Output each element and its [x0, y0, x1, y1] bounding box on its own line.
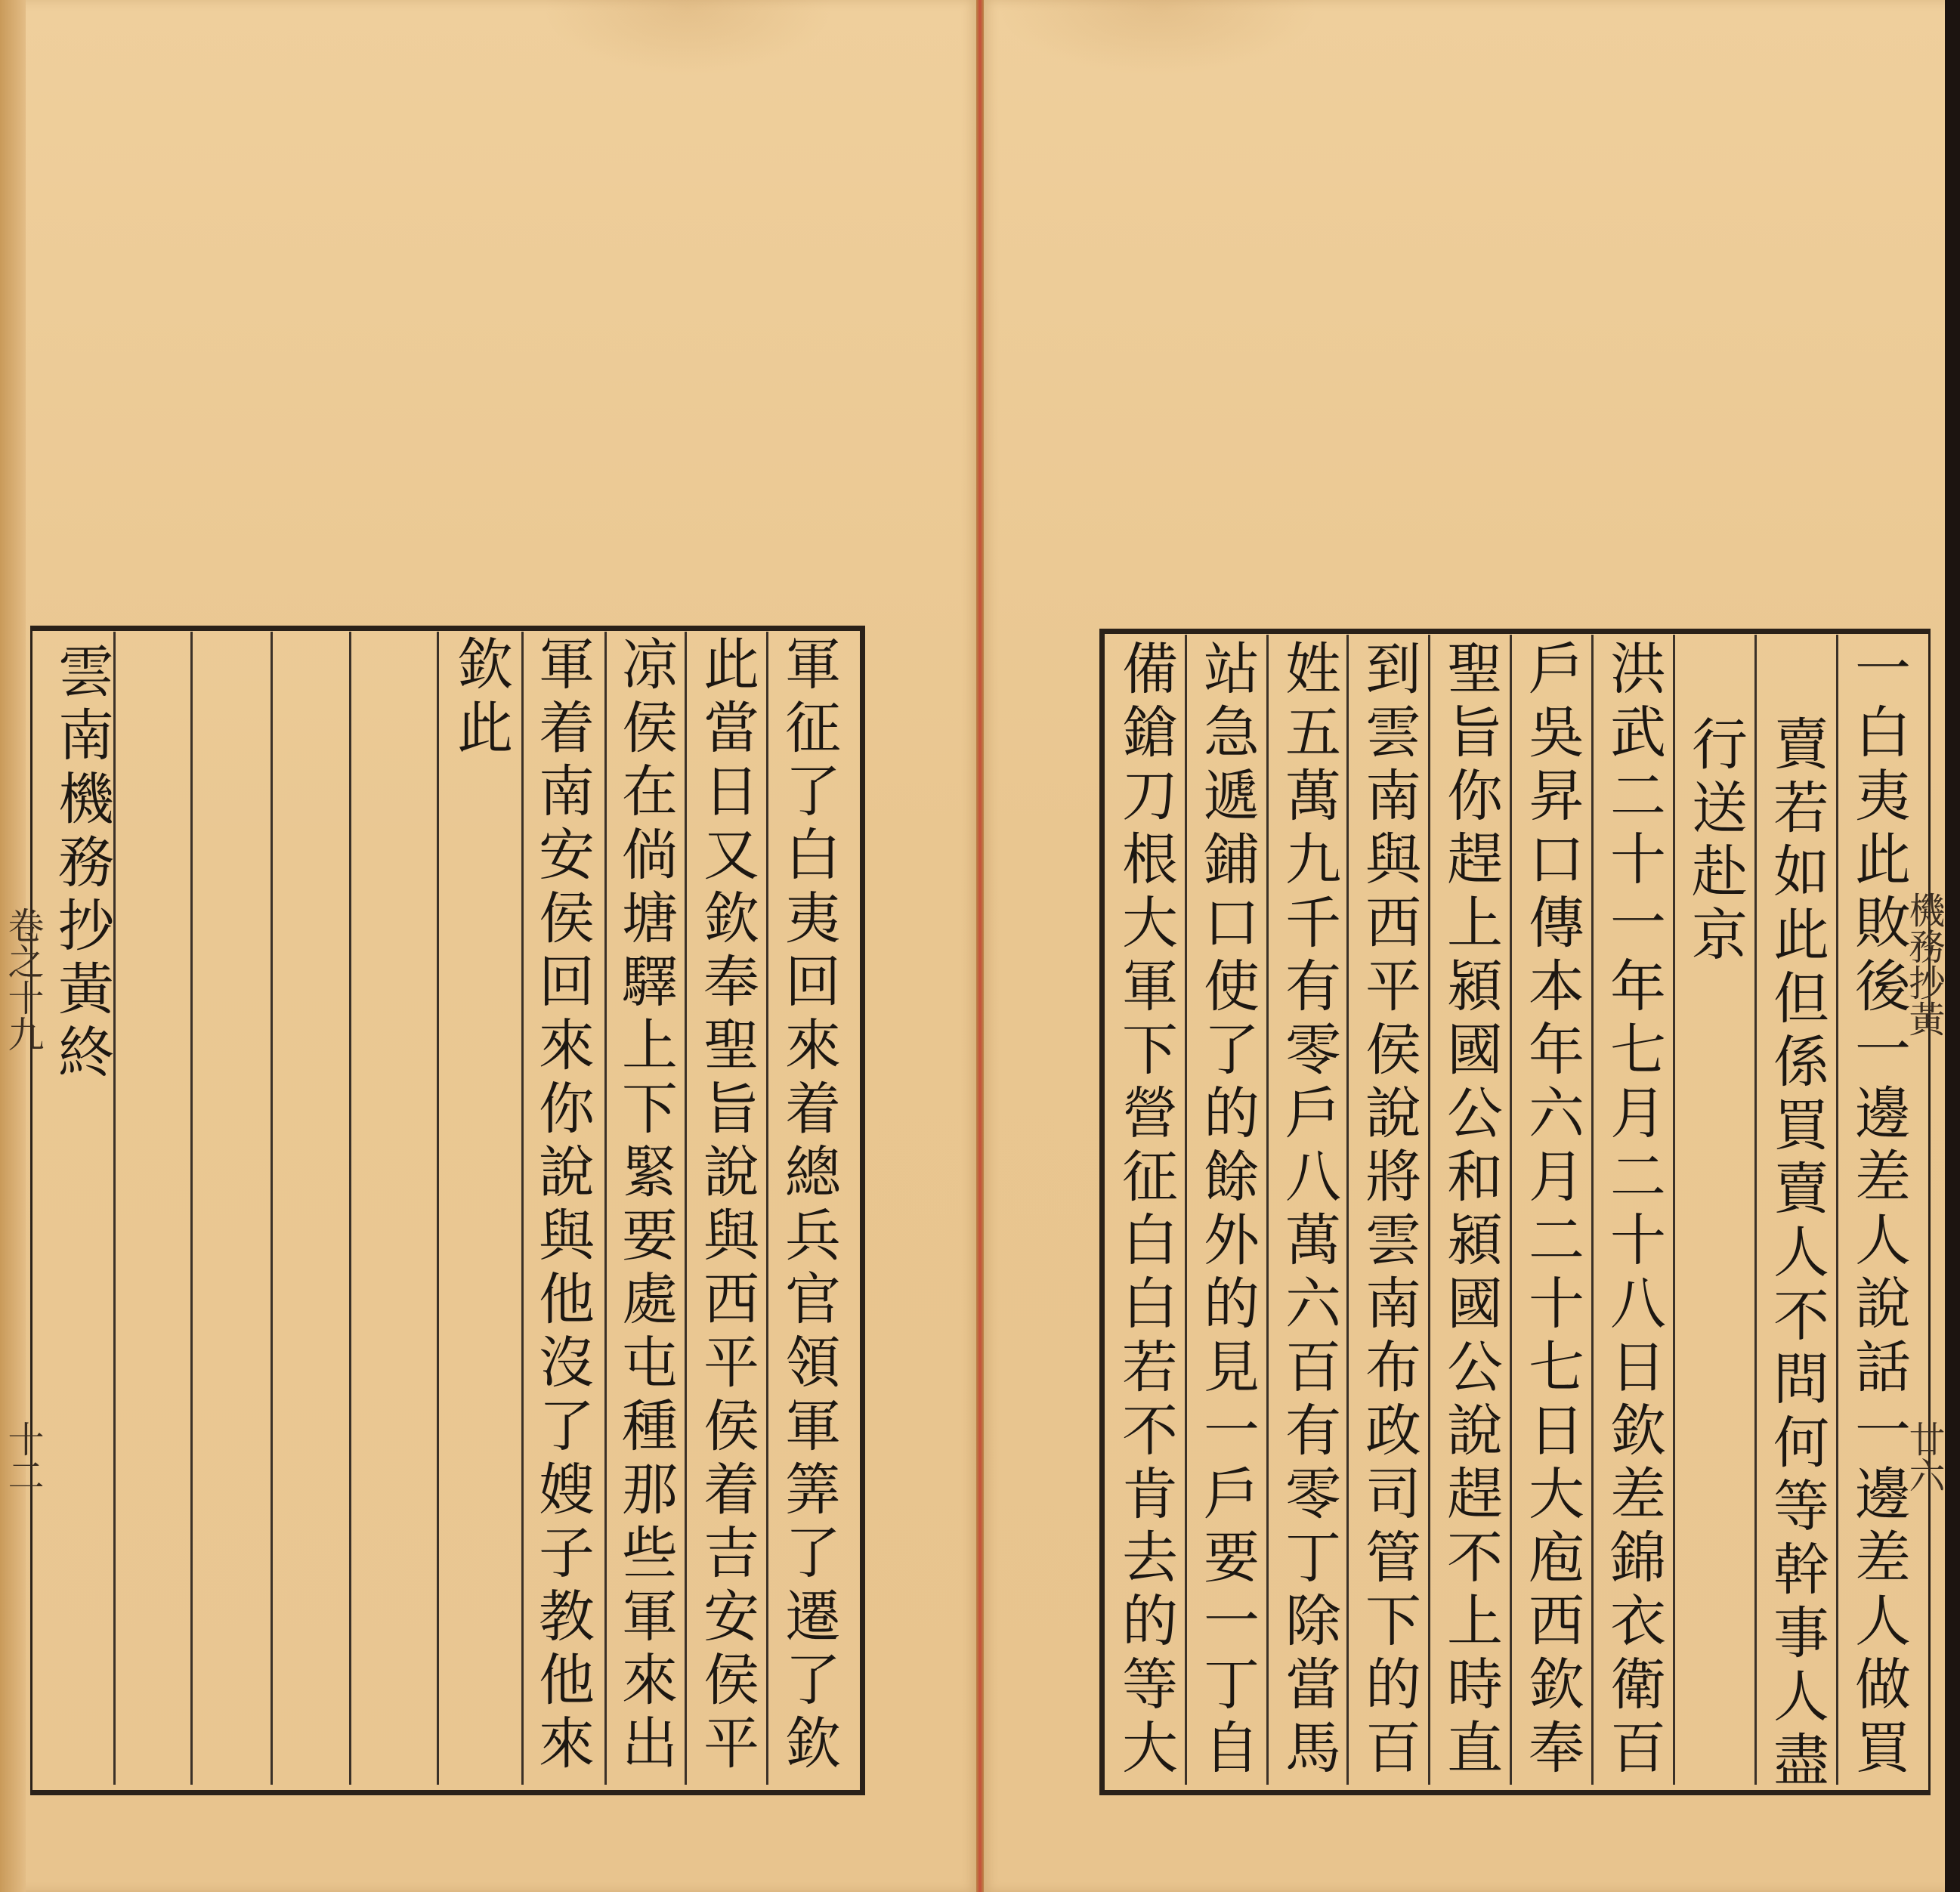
- column-rule: [1510, 635, 1512, 1785]
- margin-label: 卷之十九: [2, 907, 44, 1052]
- column-rule: [1836, 635, 1838, 1785]
- water-stain: [999, 0, 1316, 76]
- column-rule: [437, 632, 439, 1785]
- text-column: 軍着南安侯回來你說與他沒了嫂子教他來: [530, 635, 595, 1777]
- column-rule: [1754, 635, 1757, 1785]
- column-rule: [685, 632, 687, 1785]
- left-page: [0, 0, 976, 1892]
- text-column: 此當日又欽奉聖旨說與西平侯着吉安侯平: [694, 635, 759, 1777]
- binding-gutter: [976, 0, 984, 1892]
- folio-number: 廿六: [1903, 1421, 1945, 1493]
- text-column: 凉侯在倘塘驛上下緊要處屯種那些軍來出: [613, 635, 678, 1777]
- column-rule: [1185, 635, 1187, 1785]
- column-rule: [1428, 635, 1430, 1785]
- background-strip: [1945, 0, 1960, 1892]
- text-column: 備鎗刀根大軍下營征白白若不肯去的等大: [1113, 639, 1178, 1782]
- column-rule: [349, 632, 351, 1785]
- text-column: 到雲南與西平侯說將雲南布政司管下的百: [1356, 639, 1421, 1782]
- column-rule: [271, 632, 273, 1785]
- text-column: 站急遞鋪口使了的餘外的見一戶要一丁自: [1195, 639, 1260, 1782]
- column-rule: [1673, 635, 1675, 1785]
- closing-title: 雲南機務抄黃終: [49, 642, 114, 1087]
- folio-number: 十二: [2, 1421, 44, 1493]
- text-column: 聖旨你趕上潁國公和潁國公說趕不上時直: [1438, 639, 1503, 1782]
- column-rule: [766, 632, 768, 1785]
- margin-label: 機務抄黃: [1903, 892, 1945, 1037]
- text-column: 欽此: [448, 635, 513, 762]
- column-rule: [1591, 635, 1594, 1785]
- column-rule: [190, 632, 193, 1785]
- text-column: 一白夷此敗後一邊差人說話一邊差人做買: [1846, 639, 1911, 1782]
- text-column: 賣若如此但係買賣人不問何等幹事人盡: [1764, 715, 1829, 1794]
- text-column: 軍征了白夷回來着總兵官領軍筭了遷了欽: [776, 635, 841, 1777]
- text-column: 洪武二十一年七月二十八日欽差錦衣衛百: [1601, 639, 1666, 1782]
- column-rule: [1266, 635, 1269, 1785]
- text-column: 姓五萬九千有零戶八萬六百有零丁除當馬: [1276, 639, 1341, 1782]
- text-column: 行送赴京: [1683, 715, 1748, 969]
- text-column: 戶吳昇口傳本年六月二十七日大庖西欽奉: [1519, 639, 1584, 1782]
- water-stain: [544, 0, 831, 76]
